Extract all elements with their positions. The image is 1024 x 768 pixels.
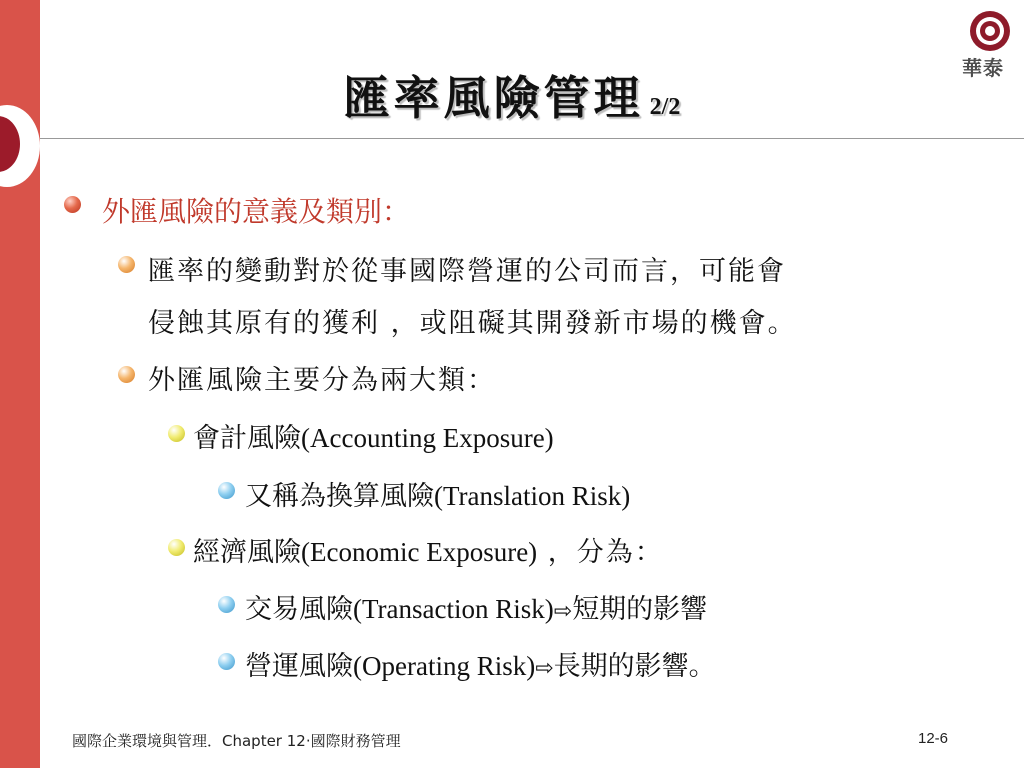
list-item-operating-risk [245,644,716,683]
slide-title-main: 匯率風險管理 [343,71,644,125]
bullet-icon [118,366,135,383]
list-item-accounting-exposure [193,416,554,455]
footer-page-number: 12-6 [918,730,949,747]
economic-tail: ，分為： [537,537,664,568]
operating-tail: 長期的影響。 [553,651,716,682]
right-arrow-icon: ⇨ [553,599,573,624]
bullet-icon [168,539,185,556]
bullet-icon [118,256,135,273]
title-divider [40,138,1024,139]
economic-cn: 經濟風險 [193,537,301,568]
operating-en: (Operating Risk) [353,651,536,681]
section-heading: 外匯風險的意義及類別： [102,195,411,228]
logo-text: 華泰 [962,56,1004,80]
slide-title [0,62,1024,128]
list-item-line: 侵蝕其原有的獲利 ，或阻礙其開發新市場的機會。 [148,308,797,339]
bullet-icon [168,425,185,442]
bullet-icon [64,196,81,213]
accounting-cn: 會計風險 [193,423,301,454]
list-item: 外匯風險主要分為兩大類： [148,365,496,396]
translation-cn: 又稱為換算風險 [245,481,434,512]
footer-course-title: 國際企業環境與管理．Chapter 12‧國際財務管理 [72,732,401,750]
list-item-translation-risk [245,474,630,513]
list-item-transaction-risk [245,587,707,626]
transaction-en: (Transaction Risk) [353,594,554,624]
economic-en: (Economic Exposure) [301,537,538,567]
transaction-tail: 短期的影響 [572,594,708,625]
slide-title-page: 2/2 [649,94,681,120]
bullet-icon [218,653,235,670]
transaction-cn: 交易風險 [245,594,353,625]
list-item-economic-exposure [193,530,664,569]
operating-cn: 營運風險 [245,651,353,682]
right-arrow-icon: ⇨ [535,656,554,681]
bullet-icon [218,482,235,499]
bullet-icon [218,596,235,613]
accounting-en: (Accounting Exposure) [301,423,554,453]
list-item-line: 匯率的變動對於從事國際營運的公司而言，可能會 [148,256,786,287]
translation-en: (Translation Risk) [434,481,631,511]
